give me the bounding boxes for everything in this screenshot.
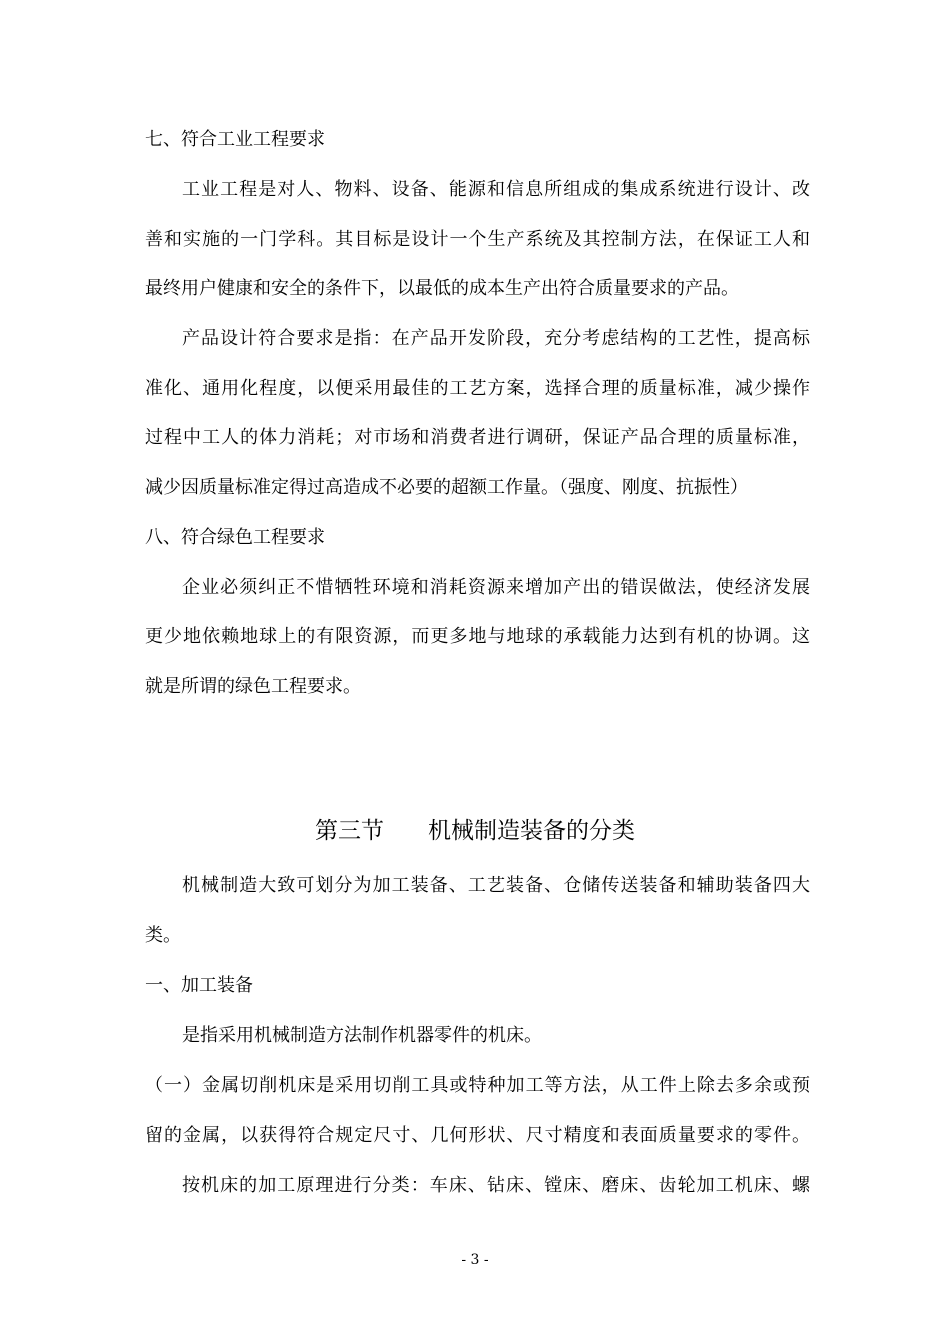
paragraph-line: 是指采用机械制造方法制作机器零件的机床。 [182, 1025, 542, 1046]
paragraph-line: 类。 [145, 925, 181, 946]
heading-processing-equipment: 一、加工装备 [145, 975, 253, 996]
section-number: 第三节 [315, 818, 384, 844]
paragraph-line: 减少因质量标准定得过高造成不必要的超额工作量。（强度、刚度、抗振性） [145, 477, 748, 498]
paragraph-line: 准化、通用化程度，以便采用最佳的工艺方案，选择合理的质量标准，减少操作 [145, 378, 810, 399]
paragraph-line: 产品设计符合要求是指：在产品开发阶段，充分考虑结构的工艺性，提高标 [182, 328, 810, 349]
section-name: 机械制造装备的分类 [428, 818, 635, 844]
paragraph-line: （一）金属切削机床是采用切削工具或特种加工等方法，从工件上除去多余或预 [145, 1075, 810, 1096]
heading-green-engineering: 八、符合绿色工程要求 [145, 527, 325, 548]
paragraph-line: 更少地依赖地球上的有限资源，而更多地与地球的承载能力达到有机的协调。这 [145, 626, 810, 647]
paragraph-line: 企业必须纠正不惜牺牲环境和消耗资源来增加产出的错误做法，使经济发展 [182, 577, 810, 598]
paragraph-line: 过程中工人的体力消耗；对市场和消费者进行调研，保证产品合理的质量标准， [145, 427, 810, 448]
paragraph-line: 最终用户健康和安全的条件下，以最低的成本生产出符合质量要求的产品。 [145, 278, 739, 299]
page-number: - 3 - [461, 1252, 489, 1268]
paragraph-line: 就是所谓的绿色工程要求。 [145, 676, 361, 697]
paragraph-line: 工业工程是对人、物料、设备、能源和信息所组成的集成系统进行设计、改 [182, 179, 810, 200]
paragraph-line: 机械制造大致可划分为加工装备、工艺装备、仓储传送装备和辅助装备四大 [182, 875, 810, 896]
heading-industrial-engineering: 七、符合工业工程要求 [145, 129, 325, 150]
paragraph-line: 按机床的加工原理进行分类：车床、钻床、镗床、磨床、齿轮加工机床、螺 [182, 1175, 810, 1196]
paragraph-line: 善和实施的一门学科。其目标是设计一个生产系统及其控制方法，在保证工人和 [145, 229, 810, 250]
paragraph-line: 留的金属，以获得符合规定尺寸、几何形状、尺寸精度和表面质量要求的零件。 [145, 1125, 810, 1146]
section-title [0, 816, 950, 846]
